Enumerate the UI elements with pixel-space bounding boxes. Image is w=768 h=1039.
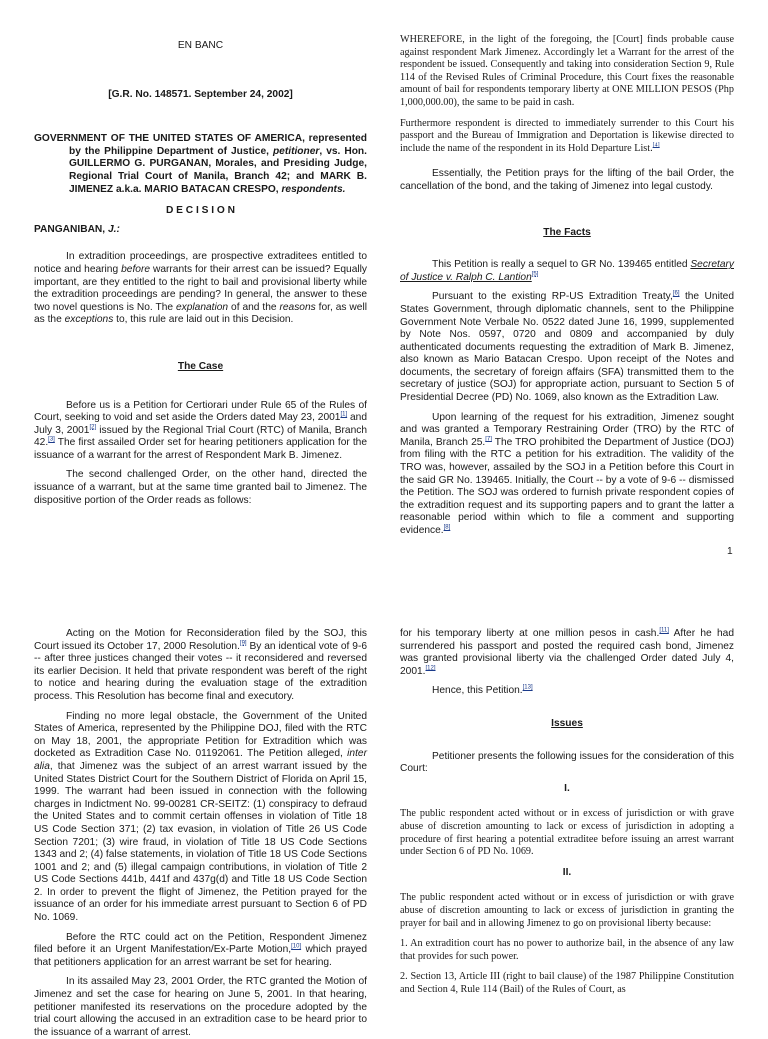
footnote-link[interactable]: [10] xyxy=(291,943,302,950)
document-page-2 xyxy=(0,618,768,1038)
left-column xyxy=(34,40,367,507)
footnote-link[interactable]: [13] xyxy=(522,684,533,691)
footnote-link[interactable]: [7] xyxy=(485,436,492,443)
page-separator xyxy=(0,572,768,618)
body-paragraph: Acting on the Motion for Reconsideration filed by the SOJ, this Court issued its October 17, 2000 Resolution.[9] By an identical vote of 9-6 -- after three justices changed their votes -- it reconsidered and reversed its earlier Decision. It held that private respondent was bereft of the right to notice and hearing during the evaluation stage of the extradition process. This Resolution has become final and executory. xyxy=(34,628,368,702)
facts-paragraph-1: This Petition is really a sequel to GR No. 139465 entitled Secretary of Justice v. Ralph C. Lantion[5] xyxy=(400,259,734,283)
dispositive-quote-2: Furthermore respondent is directed to immediately surrender to this Court his passport and the Bureau of Immigration and Deportation is likewise directed to include the name of the respondent in its Hold Departure List.[4] xyxy=(400,117,734,154)
court-division: EN BANC xyxy=(177,40,224,51)
issue-text: The public respondent acted without or in excess of jurisdiction or with grave abuse of discretion amounting to lack or excess of jurisdiction in granting the prayer for bail and in allowing Jimenez to go on provisional liberty because: xyxy=(400,892,734,929)
section-heading-the-case: The Case xyxy=(177,360,224,372)
footnote-link[interactable]: [2] xyxy=(89,424,97,431)
body-paragraph: for his temporary liberty at one million pesos in cash.[11] After he had surrendered his passport and posted the required cash bond, Jimenez was granted provisional liberty via the challenged Order dated July 4, 2001.[12] xyxy=(400,627,734,677)
footnote-link[interactable]: [8] xyxy=(443,524,451,531)
ponente: PANGANIBAN, J.: xyxy=(34,223,120,235)
section-heading-the-facts: The Facts xyxy=(543,226,591,238)
footnote-link[interactable]: [5] xyxy=(531,271,539,278)
left-column xyxy=(34,628,367,1039)
footnote-link[interactable]: [11] xyxy=(659,627,669,634)
footnote-link[interactable]: [4] xyxy=(652,142,660,149)
case-title: GOVERNMENT OF THE UNITED STATES OF AMERICA, represented by the Philippine Department of Justice, petitioner, vs. Hon. GUILLERMO G. PURGANAN, Morales, and Presiding Judge, Regional Trial Court of Manila, Branch 42; and MARK B. JIMENEZ a.k.a. MARIO BATACAN CRESPO, respondents. xyxy=(34,133,367,195)
footnote-link[interactable]: [9] xyxy=(239,640,247,647)
right-column xyxy=(400,34,734,538)
issue-subitem: 1. An extradition court has no power to authorize bail, in the absence of any law that provides for such power. xyxy=(400,938,734,962)
footnote-link[interactable]: [3] xyxy=(48,436,55,443)
case-paragraph-2: The second challenged Order, on the other hand, directed the issuance of a warrant, but at the same time granted bail to Jimenez. The dispositive portion of the Order reads as follows: xyxy=(34,469,367,506)
hence-paragraph: Hence, this Petition.[13] xyxy=(432,684,533,697)
section-heading-issues: Issues xyxy=(551,717,583,729)
facts-paragraph-2: Pursuant to the existing RP-US Extradition Treaty,[6] the United States Government, through diplomatic channels, sent to the Philippine Government Note Verbale No. 0522 dated June 16, 1999, supplemented by Note Nos. 0597, 0720 and 0809 and accompanied by duly authenticated documents requesting the extradition of Mark B. Jimenez, also known as Mario Batacan Crespo. Upon receipt of the Notes and documents, the secretary of foreign affairs (SFA) transmitted them to the secretary of justice (SOJ) for appropriate action, pursuant to Section 5 of Presidential Decree (PD) No. 1069, also known as the Extradition Law. xyxy=(400,290,734,404)
case-paragraph-1: Before us is a Petition for Certiorari under Rule 65 of the Rules of Court, seeking to void and set aside the Orders dated May 23, 2001[1] and July 3, 2001[2] issued by the Regional Trial Court (RTC) of Manila, Branch 42.[3] The first assailed Order set for hearing petitioners application for the issuance of a warrant for the arrest of Respondent Mark B. Jimenez. xyxy=(34,399,368,461)
footnote-link[interactable]: [6] xyxy=(672,290,680,297)
body-paragraph: Finding no more legal obstacle, the Government of the United States of America, represented by the Philippine DOJ, filed with the RTC on May 18, 2001, the appropriate Petition for Extradition which was docketed as Extradition Case No. 01192061. The Petition alleged, inter alia, that Jimenez was the subject of an arrest warrant issued by the United States District Court for the Southern District of Florida on April 15, 1999. The warrant had been issued in connection with the following charges in Indictment No. 99-00281 CR-SEITZ: (1) conspiracy to defraud the United States and to commit certain offenses in violation of Title 18 US Code Section 371; (2) tax evasion, in violation of Title 26 US Code Section 7201; (3) wire fraud, in violation of Title 18 US Code Sections 1343 and 2; (4) false statements, in violation of Title 18 US Code Sections 1001 and 2; and (5) illegal campaign contributions, in violation of Title 2 US Code Sections 441b, 441f and 437g(d) and Title 18 US Code Section 2. In order to prevent the flight of Jimenez, the Petition prayed for the issuance of an order for his immediate arrest pursuant to Section 6 of PD No. 1069. xyxy=(34,710,367,924)
issue-number: II. xyxy=(562,866,572,878)
issues-intro: Petitioner presents the following issues for the consideration of this Court: xyxy=(400,750,734,775)
essential-paragraph: Essentially, the Petition prays for the lifting of the bail Order, the cancellation of the bond, and the taking of Jimenez into legal custody. xyxy=(400,168,734,192)
decision-heading: D E C I S I O N xyxy=(165,205,236,217)
footnote-link[interactable]: [1] xyxy=(340,411,348,418)
body-paragraph: In its assailed May 23, 2001 Order, the RTC granted the Motion of Jimenez and set the case for hearing on June 5, 2001. In that hearing, petitioner manifested its reservations on the procedure adopted by the trial court allowing the accused in an extradition case to be heard prior to the issuance of a warrant of arrest. xyxy=(34,976,367,1038)
facts-paragraph-3: Upon learning of the request for his extradition, Jimenez sought and was granted a Temporary Restraining Order (TRO) by the RTC of Manila, Branch 25.[7] The TRO prohibited the Department of Justice (DOJ) from filing with the RTC a petition for his extradition. The validity of the TRO was, however, assailed by the SOJ in a Petition before this Court in the said GR No. 139465. Initially, the Court -- by a vote of 9-6 -- dismissed the Petition. The SOJ was ordered to furnish private respondent copies of the extradition request and its supporting papers and to grant the latter a reasonable period within which to file a comment and supporting evidence.[8] xyxy=(400,411,734,536)
intro-paragraph: In extradition proceedings, are prospective extraditees entitled to notice and hearing before warrants for their arrest can be issued? Equally important, are they entitled to the right to bail and provisional liberty while the extradition proceedings are pending? In general, the answer to these two novel questions is No. The explanation of and the reasons for, as well as the exceptions to, this rule are laid out in this Decision. xyxy=(34,251,367,326)
issue-number: I. xyxy=(564,782,570,794)
page-number: 1 xyxy=(727,546,733,557)
dispositive-quote-1: WHEREFORE, in the light of the foregoing, the [Court] finds probable cause against respondent Mark Jimenez. Accordingly let a Warrant for the arrest of the respondent be issued. Consequently and taking into consideration Section 9, Rule 114 of the Revised Rules of Criminal Procedure, this Court fixes the reasonable amount of bail for respondents temporary liberty at ONE MILLION PESOS (Php 1,000,000.00), the same to be paid in cash. xyxy=(400,34,734,108)
footnote-link[interactable]: [12] xyxy=(425,665,436,672)
body-paragraph: Before the RTC could act on the Petition, Respondent Jimenez filed before it an Urgent Manifestation/Ex-Parte Motion,[10] which prayed that petitioners application for an arrest warrant be set for hearing. xyxy=(34,931,367,968)
right-column xyxy=(400,628,734,996)
case-number: [G.R. No. 148571. September 24, 2002] xyxy=(108,88,293,100)
issue-text: The public respondent acted without or in excess of jurisdiction or with grave abuse of discretion amounting to lack or excess of jurisdiction in adopting a procedure of first hearing a potential extraditee before issuing an arrest warrant under Section 6 of PD No. 1069. xyxy=(400,808,734,858)
issue-subitem: 2. Section 13, Article III (right to bail clause) of the 1987 Philippine Constitution and Section 4, Rule 114 (Bail) of the Rules of Court, as xyxy=(400,971,734,995)
